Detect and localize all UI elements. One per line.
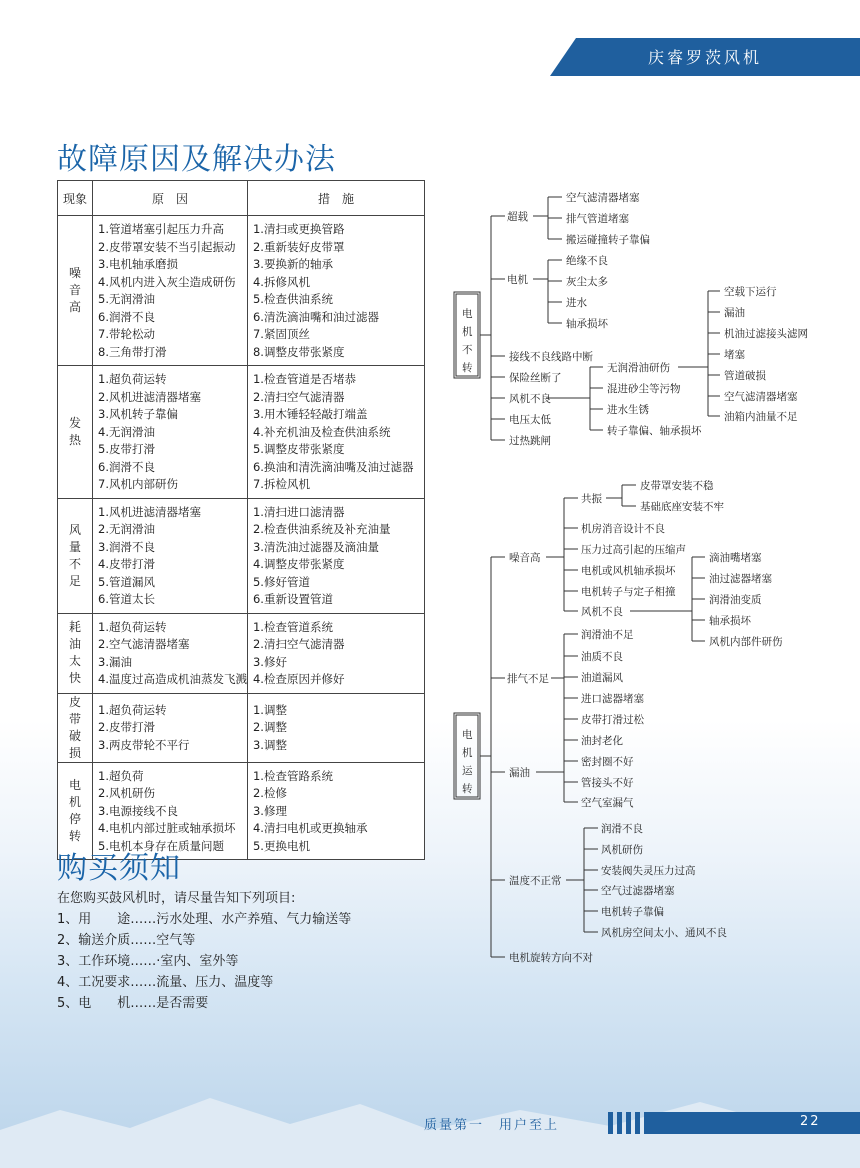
tree-leaf: 轴承损坏 <box>566 318 608 330</box>
tree-leaf: 机房消音设计不良 <box>581 523 665 535</box>
cause-item: 6.润滑不良 <box>98 309 155 324</box>
tree-leaf: 油质不良 <box>581 651 623 663</box>
symptom-label: 风量不足 <box>68 522 81 588</box>
remedy-item: 1.检查管道是否堵恭 <box>252 372 356 386</box>
tree-node: 漏油 <box>509 767 530 779</box>
header-symptom: 现象 <box>58 181 93 216</box>
tree-leaf: 灰尘太多 <box>566 276 608 288</box>
cause-item: 2.风机进滤清器堵塞 <box>98 389 201 404</box>
cause-item: 1.超负荷运转 <box>98 619 167 634</box>
cause-item: 3.电源接线不良 <box>98 803 178 818</box>
tree-leaf: 混进砂尘等污物 <box>607 383 681 395</box>
symptom-label: 噪音高 <box>68 266 81 314</box>
cause-item: 4.皮带打滑 <box>98 557 155 571</box>
cause-item: 7.风机内部研伤 <box>98 477 178 491</box>
purchase-intro: 在您购买鼓风机时，请尽量告知下列项目: <box>57 891 296 906</box>
remedy-item: 2.清扫空气滤清器 <box>252 389 345 404</box>
symptom-label: 电机停转 <box>68 777 81 843</box>
cause-item: 1.超负荷运转 <box>98 372 167 386</box>
cause-item: 1.超负荷 <box>98 768 144 783</box>
tree-root-char: 转 <box>462 362 473 374</box>
tree-leaf: 轴承损坏 <box>709 615 751 627</box>
remedy-item: 3.调整 <box>252 737 287 752</box>
tree-leaf: 密封圈不好 <box>581 756 634 768</box>
tree-leaf: 漏油 <box>724 307 745 319</box>
remedy-item: 1.清扫进口滤清器 <box>252 504 345 519</box>
remedy-item: 4.调整皮带张紧度 <box>252 557 345 571</box>
tree-leaf: 管道破损 <box>724 370 766 382</box>
tree-leaf: 绝缘不良 <box>566 255 608 267</box>
tree-leaf: 皮带罩安装不稳 <box>640 480 714 492</box>
cause-item: 3.润滑不良 <box>98 539 155 554</box>
remedy-item: 5.调整皮带张紧度 <box>252 442 345 456</box>
tree-leaf: 滴油嘴堵塞 <box>709 552 762 564</box>
cause-item: 2.无润滑油 <box>98 522 155 536</box>
remedy-item: 1.清扫或更换管路 <box>252 222 345 236</box>
tree-leaf: 油道漏风 <box>581 672 623 684</box>
cause-item: 5.无润滑油 <box>98 292 155 306</box>
cause-item: 5.管道漏风 <box>98 574 155 589</box>
tree-leaf: 空气滤清器堵塞 <box>724 391 798 403</box>
brand-name: 庆睿罗茨风机 <box>648 48 763 67</box>
tree-node: 风机不良 <box>581 606 623 618</box>
tree-leaf: 空气室漏气 <box>581 797 634 809</box>
footer-slogan: 质量第一 用户至上 <box>424 1118 560 1133</box>
remedy-item: 4.补充机油及检查供油系统 <box>252 424 391 439</box>
tree-leaf: 空气过滤器堵塞 <box>601 885 675 897</box>
tree-leaf: 安装阀失灵压力过高 <box>601 865 696 877</box>
cause-item: 4.风机内进入灰尘造成研伤 <box>98 274 236 289</box>
tree-root-char: 运 <box>462 765 473 777</box>
remedy-item: 2.调整 <box>252 720 287 735</box>
header-cause: 原 因 <box>93 181 248 216</box>
tree-leaf: 风机房空间太小、通风不良 <box>601 927 727 939</box>
tree-leaf: 机油过滤接头滤网 <box>724 328 808 340</box>
purchase-item: 3、工作环境……·室内、室外等 <box>57 954 239 969</box>
tree-leaf: 油过滤器堵塞 <box>709 573 772 585</box>
purchase-section-title: 购买须知 <box>57 851 181 886</box>
tree-root-char: 机 <box>462 326 473 338</box>
cause-item: 5.电机本身存在质量问题 <box>98 838 224 853</box>
tree-leaf: 空气滤清器堵塞 <box>566 192 640 204</box>
remedy-item: 5.更换电机 <box>252 838 310 853</box>
cause-item: 2.风机研伤 <box>98 786 155 800</box>
remedy-item: 1.检查管路系统 <box>252 768 333 783</box>
tree-leaf: 空载下运行 <box>724 286 777 298</box>
tree-leaf: 压力过高引起的压缩声 <box>581 544 686 556</box>
remedy-item: 1.调整 <box>252 702 287 717</box>
footer-page-bar <box>644 1112 860 1134</box>
purchase-item: 4、工况要求……流量、压力、温度等 <box>57 975 274 990</box>
remedy-item: 3.修好 <box>252 654 287 669</box>
cause-item: 4.电机内部过脏或轴承损坏 <box>98 821 236 835</box>
tree-root-char: 转 <box>462 783 473 795</box>
cause-item: 3.风机转子靠偏 <box>98 407 178 421</box>
purchase-item: 2、输送介质……空气等 <box>57 933 196 948</box>
tree-leaf: 转子靠偏、轴承损坏 <box>607 425 702 437</box>
cause-item: 1.超负荷运转 <box>98 702 167 717</box>
cause-item: 3.漏油 <box>98 654 132 669</box>
cause-item: 6.润滑不良 <box>98 459 155 474</box>
remedy-item: 3.修理 <box>252 803 287 818</box>
page-number: 22 <box>800 1114 821 1129</box>
tree-leaf: 搬运碰撞转子靠偏 <box>566 234 650 246</box>
tree-leaf: 电机旋转方向不对 <box>509 952 593 964</box>
header-remedy: 措 施 <box>247 181 424 216</box>
remedy-item: 3.清洗油过滤器及滴油量 <box>252 539 379 554</box>
tree-leaf: 润滑油变质 <box>709 594 762 606</box>
cause-item: 4.无润滑油 <box>98 424 155 439</box>
tree-node: 噪音高 <box>509 552 541 564</box>
tree-leaf: 风机内部件研伤 <box>709 636 783 648</box>
tree-leaf: 风机研伤 <box>601 844 643 856</box>
remedy-item: 2.检查供油系统及补充油量 <box>252 522 391 536</box>
remedy-item: 6.换油和清洗滴油嘴及油过滤器 <box>252 459 414 474</box>
tree-leaf: 进水 <box>566 297 587 309</box>
tree-leaf: 润滑不良 <box>601 823 643 835</box>
tree-node: 无润滑油研伤 <box>607 362 670 374</box>
footer-stripe <box>617 1112 622 1134</box>
purchase-item: 5、电 机……是否需要 <box>57 996 209 1011</box>
remedy-item: 1.检查管道系统 <box>252 619 333 634</box>
tree-node: 共振 <box>581 493 602 505</box>
remedy-item: 8.调整皮带张紧度 <box>252 344 345 359</box>
tree-root-char: 电 <box>462 308 473 320</box>
tree-leaf: 皮带打滑过松 <box>581 714 644 726</box>
tree-leaf: 管接头不好 <box>581 777 634 789</box>
tree-leaf: 电压太低 <box>509 414 551 426</box>
cause-item: 8.三角带打滑 <box>98 344 167 359</box>
cause-item: 3.电机轴承磨损 <box>98 257 178 271</box>
tree-root-char: 电 <box>462 729 473 741</box>
tree-node: 电机 <box>507 274 528 286</box>
tree-leaf: 油封老化 <box>581 735 623 747</box>
cause-item: 1.风机进滤清器堵塞 <box>98 504 201 519</box>
remedy-item: 7.紧固顶丝 <box>252 327 310 341</box>
cause-item: 5.皮带打滑 <box>98 442 155 456</box>
tree-leaf: 堵塞 <box>724 349 745 361</box>
remedy-item: 2.重新装好皮带罩 <box>252 239 345 254</box>
footer-spacer <box>0 1112 410 1134</box>
symptom-label: 耗油太快 <box>68 620 81 685</box>
tree-leaf: 电机转子靠偏 <box>601 906 664 918</box>
remedy-item: 5.检查供油系统 <box>252 292 333 306</box>
remedy-item: 4.检查原因并修好 <box>252 672 345 686</box>
tree-leaf: 接线不良线路中断 <box>509 351 593 363</box>
symptom-label: 发热 <box>68 415 81 447</box>
cause-item: 1.管道堵塞引起压力升高 <box>98 222 224 236</box>
cause-item: 2.皮带罩安装不当引起振动 <box>98 239 236 254</box>
tree-leaf: 进口滤器堵塞 <box>581 693 644 705</box>
tree-node: 超载 <box>507 211 528 223</box>
tree-leaf: 润滑油不足 <box>581 629 634 641</box>
tree-leaf: 电机转子与定子相撞 <box>581 586 676 598</box>
remedy-item: 6.清洗滴油嘴和油过滤器 <box>252 309 379 324</box>
tree-leaf: 保险丝断了 <box>509 372 562 384</box>
tree-leaf: 电机或风机轴承损坏 <box>581 565 676 577</box>
tree-leaf: 油箱内油量不足 <box>724 411 798 423</box>
footer-stripe <box>635 1112 640 1134</box>
tree-root-char: 不 <box>462 344 473 356</box>
remedy-item: 4.清扫电机或更换轴承 <box>252 821 368 835</box>
footer-stripe <box>626 1112 631 1134</box>
tree-root-char: 机 <box>462 747 473 759</box>
remedy-item: 2.检修 <box>252 786 287 800</box>
remedy-item: 2.清扫空气滤清器 <box>252 637 345 651</box>
tree-leaf: 排气管道堵塞 <box>566 213 629 225</box>
tree-node: 风机不良 <box>509 393 551 405</box>
cause-item: 2.皮带打滑 <box>98 720 155 735</box>
remedy-item: 7.拆检风机 <box>252 477 310 491</box>
tree-node: 温度不正常 <box>509 875 562 887</box>
tree-node: 排气不足 <box>507 673 549 685</box>
symptom-label: 皮带破损 <box>68 694 81 760</box>
cause-item: 2.空气滤清器堵塞 <box>98 637 190 651</box>
fault-section-title: 故障原因及解决办法 <box>57 142 336 177</box>
remedy-item: 3.要换新的轴承 <box>252 257 333 271</box>
remedy-item: 3.用木锤轻轻敲打端盖 <box>252 407 368 421</box>
cause-item: 3.两皮带轮不平行 <box>98 737 190 752</box>
cause-item: 7.带轮松动 <box>98 327 155 341</box>
purchase-item: 1、用 途……污水处理、水产养殖、气力输送等 <box>57 912 352 927</box>
tree-leaf: 基础底座安装不牢 <box>640 501 724 513</box>
tree-leaf: 进水生锈 <box>607 404 649 416</box>
cause-item: 4.温度过高造成机油蒸发飞溅 <box>98 672 247 686</box>
remedy-item: 5.修好管道 <box>252 574 310 589</box>
footer-stripe <box>608 1112 613 1134</box>
remedy-item: 4.拆修风机 <box>252 274 310 289</box>
cause-item: 6.管道太长 <box>98 592 155 606</box>
tree-leaf: 过热跳闸 <box>509 435 551 447</box>
remedy-item: 6.重新设置管道 <box>252 592 333 606</box>
